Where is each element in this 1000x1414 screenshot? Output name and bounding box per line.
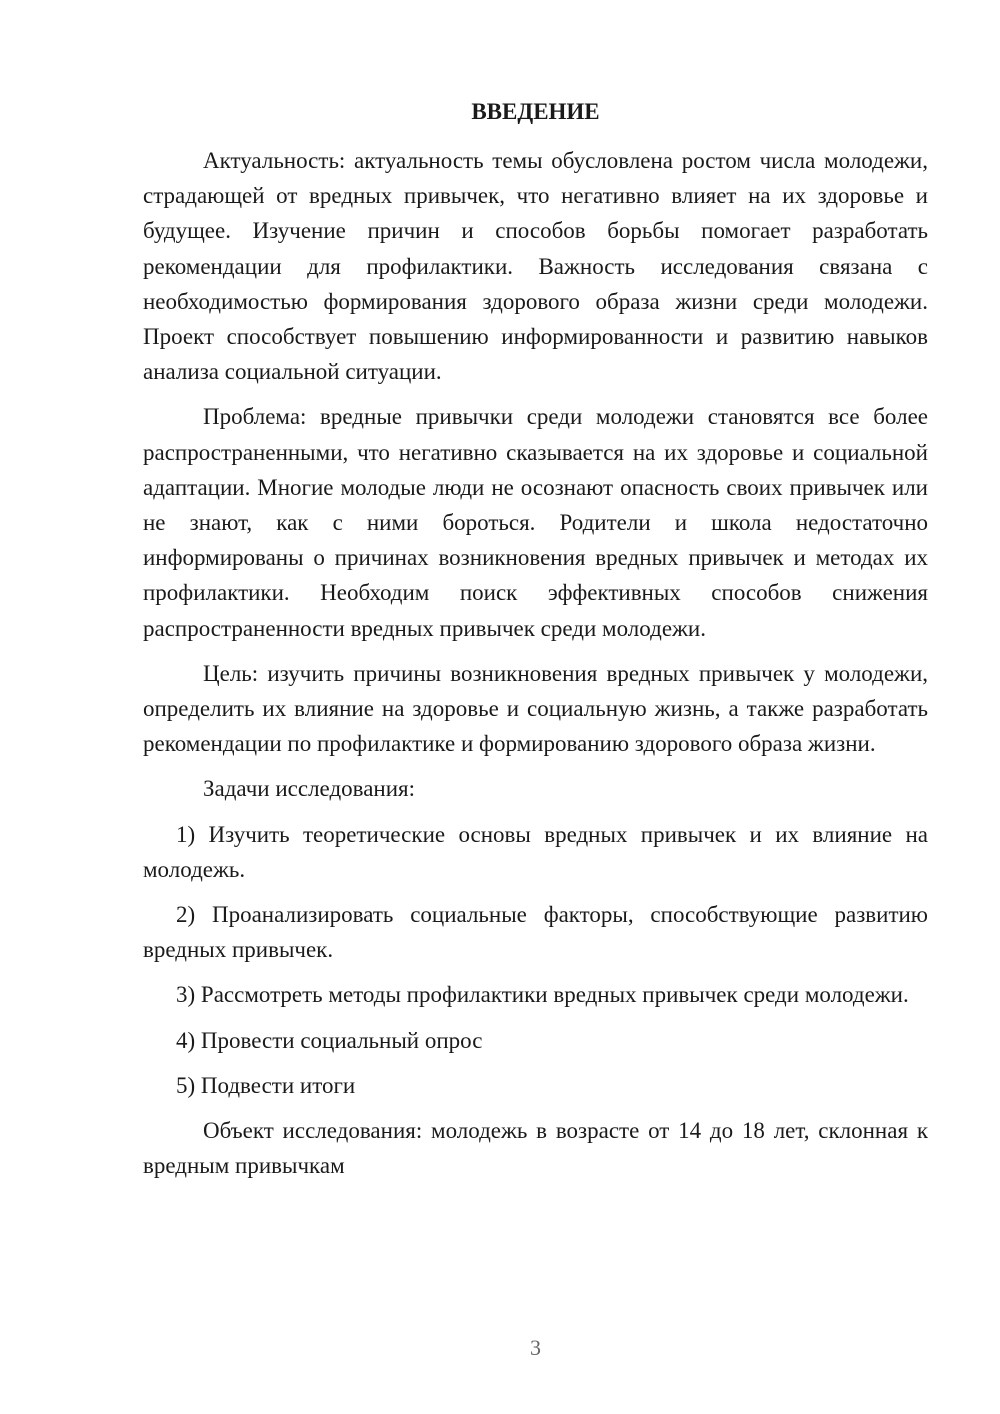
task-item: 3) Рассмотреть методы профилактики вредных привычек среди молодежи. <box>176 982 909 1008</box>
relevance-paragraph: Актуальность: актуальность темы обусловлена ростом числа молодежи, страдающей от вредных привычек, что негативно влияет на их здоровье и будущее. Изучение причин и способов борьбы помогает разработать рекомендации для профилактики. Важность исследования связана с необходимостью формирования здорового образа жизни среди молодежи. Проект способствует повышению информированности и развитию навыков анализа социальной ситуации. <box>143 148 928 385</box>
page-number: 3 <box>530 1335 541 1360</box>
document-page <box>143 0 928 1414</box>
page-title: ВВЕДЕНИЕ <box>471 99 600 124</box>
task-item: 1) Изучить теоретические основы вредных привычек и их влияние на молодежь. <box>143 821 928 882</box>
problem-paragraph: Проблема: вредные привычки среди молодежи становятся все более распространенными, что негативно сказывается на их здоровье и социальной адаптации. Многие молодые люди не осознают опасность своих привычек или не знают, как с ними бороться. Родители и школа недостаточно информированы о причинах возникновения вредных привычек и методах их профилактики. Необходим поиск эффективных способов снижения распространенности вредных привычек среди молодежи. <box>143 404 928 641</box>
document-body <box>143 143 928 1193</box>
task-item: 2) Проанализировать социальные факторы, способствующие развитию вредных привычек. <box>143 902 928 963</box>
task-item: 4) Провести социальный опрос <box>176 1027 483 1053</box>
task-item: 5) Подвести итоги <box>176 1072 356 1098</box>
goal-paragraph: Цель: изучить причины возникновения вредных привычек у молодежи, определить их влияние на здоровье и социальную жизнь, а также разработать рекомендации по профилактике и формированию здорового образа жизни. <box>143 660 928 757</box>
object-paragraph: Объект исследования: молодежь в возрасте от 14 до 18 лет, склонная к вредным привычкам <box>143 1118 928 1179</box>
tasks-heading: Задачи исследования: <box>203 776 416 802</box>
